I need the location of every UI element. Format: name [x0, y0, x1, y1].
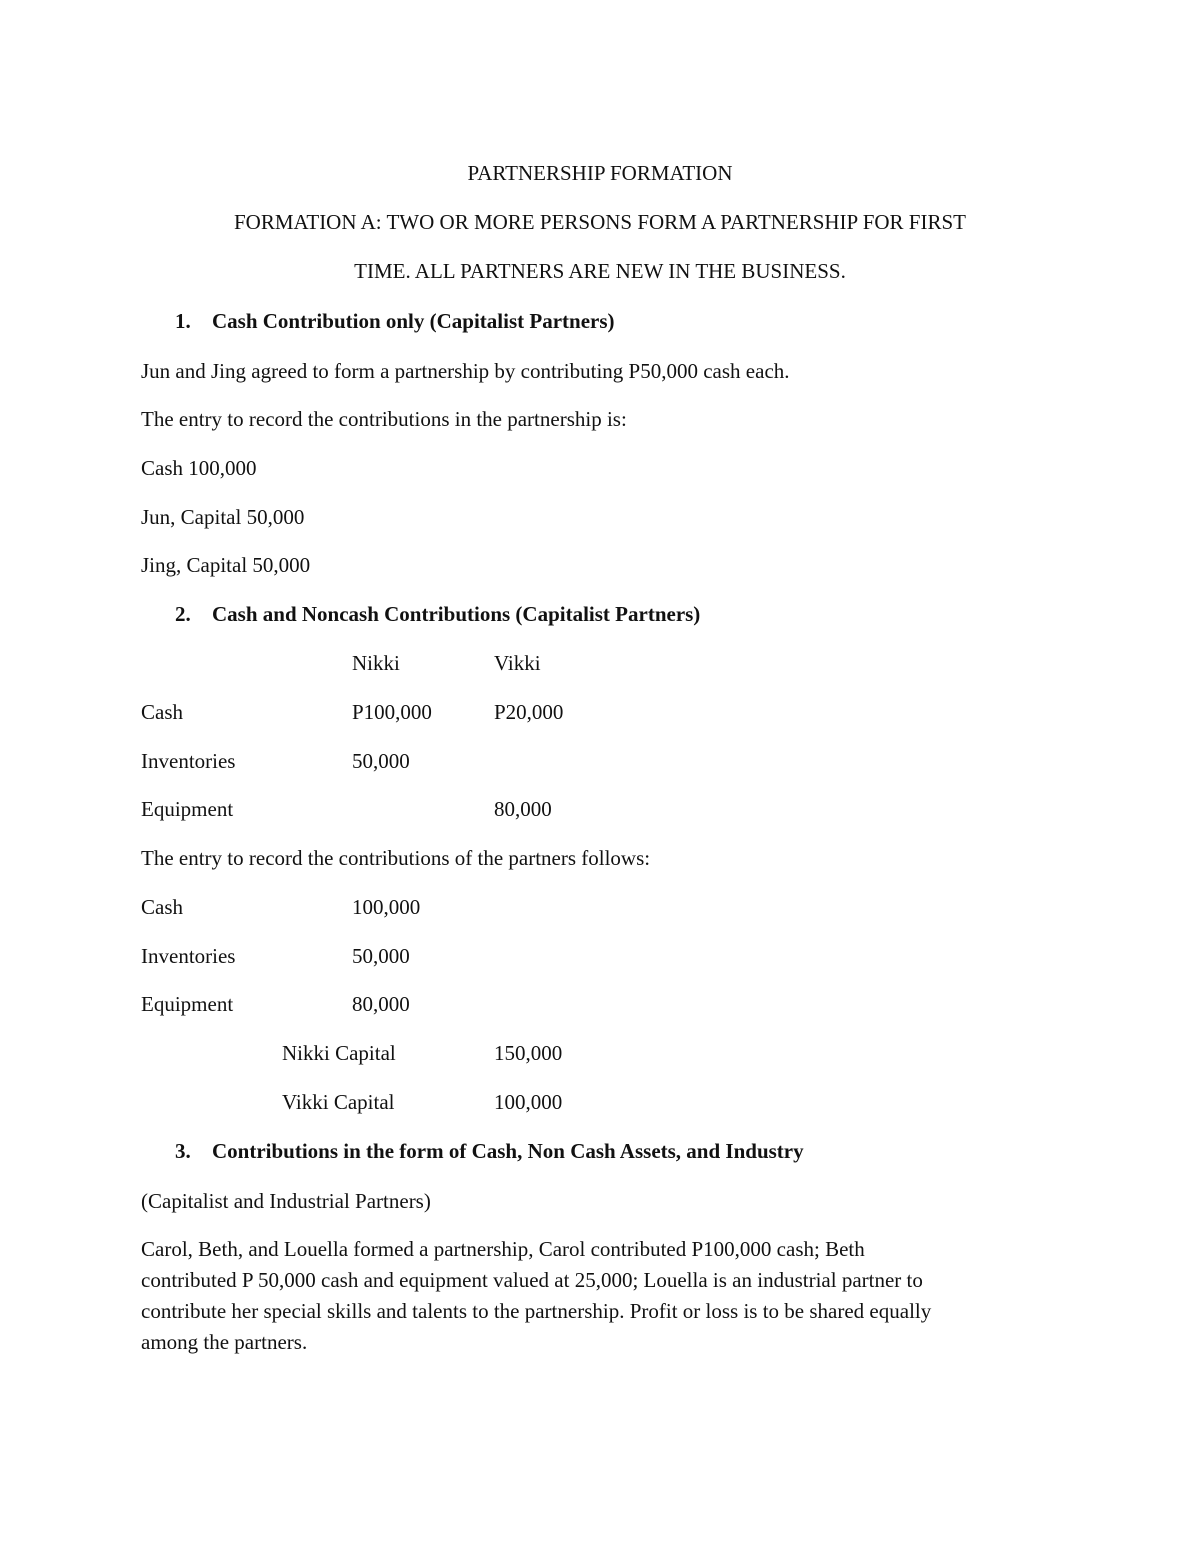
table-row-label: Equipment	[141, 797, 234, 821]
credit-account: Vikki Capital	[282, 1090, 395, 1114]
column-header-nikki: Nikki	[352, 651, 400, 675]
paragraph-line: among the partners.	[141, 1330, 308, 1354]
credit-account: Nikki Capital	[282, 1041, 396, 1065]
formation-heading-line1: FORMATION A: TWO OR MORE PERSONS FORM A PARTNERSHIP FOR FIRST	[234, 210, 966, 234]
credit-amount: 100,000	[494, 1090, 563, 1114]
section-1-number: 1.	[175, 309, 191, 333]
debit-account: Inventories	[141, 944, 236, 968]
debit-amount: 80,000	[352, 992, 410, 1016]
debit-amount: 100,000	[352, 895, 421, 919]
paragraph-line: contribute her special skills and talents to the partnership. Profit or loss is to be shared equally	[141, 1299, 932, 1323]
column-header-vikki: Vikki	[494, 651, 541, 675]
table-row-label: Cash	[141, 700, 183, 724]
section-3-number: 3.	[175, 1139, 191, 1163]
entry-line-cash: Cash 100,000	[141, 456, 257, 480]
section-2-entry-intro: The entry to record the contributions of the partners follows:	[141, 846, 651, 870]
table-cell: 80,000	[494, 797, 552, 821]
table-cell: 50,000	[352, 749, 410, 773]
document-title: PARTNERSHIP FORMATION	[467, 161, 733, 185]
paragraph-line: contributed P 50,000 cash and equipment valued at 25,000; Louella is an industrial partner to	[141, 1268, 923, 1292]
debit-account: Cash	[141, 895, 183, 919]
credit-amount: 150,000	[494, 1041, 563, 1065]
section-1-intro: Jun and Jing agreed to form a partnership by contributing P50,000 cash each.	[141, 359, 790, 383]
table-cell: P100,000	[352, 700, 432, 724]
section-1-heading: Cash Contribution only (Capitalist Partners)	[212, 309, 615, 333]
section-3-subheading: (Capitalist and Industrial Partners)	[141, 1189, 431, 1213]
table-cell: P20,000	[494, 700, 564, 724]
debit-account: Equipment	[141, 992, 234, 1016]
section-1-entry-intro: The entry to record the contributions in the partnership is:	[141, 407, 627, 431]
section-2-number: 2.	[175, 602, 191, 626]
entry-line-jing-capital: Jing, Capital 50,000	[141, 553, 311, 577]
section-2-heading: Cash and Noncash Contributions (Capitalist Partners)	[212, 602, 701, 626]
paragraph-line: Carol, Beth, and Louella formed a partnership, Carol contributed P100,000 cash; Beth	[141, 1237, 865, 1261]
section-3-heading: Contributions in the form of Cash, Non Cash Assets, and Industry	[212, 1139, 804, 1163]
formation-heading-line2: TIME. ALL PARTNERS ARE NEW IN THE BUSINESS.	[354, 259, 846, 283]
debit-amount: 50,000	[352, 944, 410, 968]
entry-line-jun-capital: Jun, Capital 50,000	[141, 505, 305, 529]
table-row-label: Inventories	[141, 749, 236, 773]
